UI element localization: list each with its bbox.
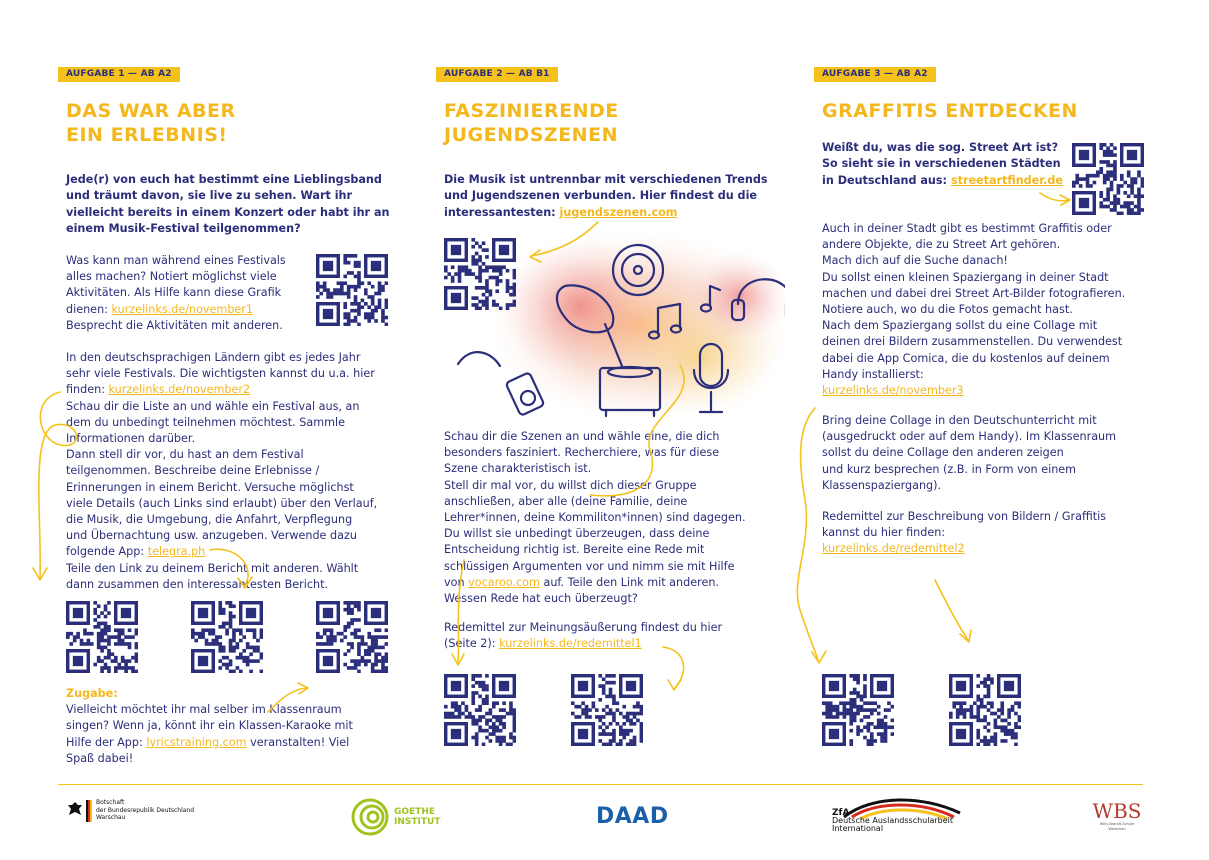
qr-code[interactable] (444, 674, 516, 746)
task-3-intro: Weißt du, was die sog. Street Art ist? So sieht sie in verschiedenen Städten in Deutschland aus: streetartfinder.de (822, 141, 1064, 187)
task-3-tag: AUFGABE 3 — AB A2 (814, 67, 936, 82)
link-november3[interactable]: kurzelinks.de/november3 (822, 384, 964, 398)
eagle-icon (66, 800, 84, 820)
qr-code[interactable] (316, 601, 388, 673)
qr-code[interactable] (1072, 143, 1144, 215)
task-1-paragraph-2: In den deutschsprachigen Ländern gibt es jedes Jahr sehr viele Festivals. Die wichtigsten kannst du u.a. hier finden: kurzelinks.de/november2 Schau dir die Liste an und wähle ein Festival aus, an dem du unbedingt teilnehmen möchtest. Sammle Informationen darüber. Dann stell dir vor, du hast an dem Festival teilgenommen. Beschreibe deine Erlebnisse / Erinnerungen in einem Bericht. Versuche möglichst viele Details (auch Links sind erlaubt) über den Verlauf, die Musik, die Umgebung, die Anfahrt, Verpflegung und Übernachtung usw. anzugeben. Verwende dazu folgende App: telegra.ph Teile den Link zu deinem Bericht mit anderen. Wählt dann zusammen den interessantesten Bericht. (66, 351, 378, 591)
task-3-paragraph-1: Auch in deiner Stadt gibt es bestimmt Graffitis oder andere Objekte, die zu Street Art gehören. Mach dich auf die Suche danach! Du sollst einen kleinen Spaziergang in deiner Stadt machen und dabei drei Street Art-Bilder fotografieren. Notiere auch, wo du die Fotos gemacht hast. Nach dem Spaziergang sollst du eine Collage mit deinen drei Bildern zusammenstellen. Du verwendest dabei die App Comica, die du kostenlos auf deinem Handy installierst: kurzelinks.de/november3 (822, 221, 1152, 399)
footer-divider (58, 784, 1143, 785)
link-november1[interactable]: kurzelinks.de/november1 (111, 302, 254, 316)
task-1-intro: Jede(r) von euch hat bestimmt eine Lieblingsband und träumt davon, sie live zu sehen. Wart ihr vielleicht bereits in einem Konzert oder habt ihr an einem Musik-Festival teilgenommen? (66, 173, 390, 236)
logo-daad: DAAD (596, 804, 669, 829)
task-3-paragraph-3: Redemittel zur Beschreibung von Bildern / Graffitis kannst du hier finden: kurzelinks.de/redemittel2 (822, 509, 1152, 558)
task-3-paragraph-2: Bring deine Collage in den Deutschunterricht mit (ausgedruckt oder auf dem Handy). Im Klassenraum sollst du deine Collage den anderen zeigen und kurz besprechen (z.B. in Form von einem Klassenspaziergang). (822, 414, 1117, 492)
link-streetartfinder[interactable]: streetartfinder.de (950, 173, 1064, 187)
task-1-title: DAS WAR ABER EIN ERLEBNIS! (66, 100, 236, 146)
link-lyricstraining[interactable]: lyricstraining.com (146, 735, 247, 749)
logo-wbs: WBS Willy-Brandt-Schule Warschau (1092, 799, 1142, 831)
link-redemittel1[interactable]: kurzelinks.de/redemittel1 (499, 637, 642, 651)
qr-code[interactable] (822, 674, 894, 746)
link-november2[interactable]: kurzelinks.de/november2 (108, 383, 251, 397)
qr-code[interactable] (316, 254, 388, 326)
task-1-tag: AUFGABE 1 — AB A2 (58, 67, 180, 82)
zugabe-label: Zugabe: (66, 687, 118, 700)
task-1-paragraph-1: Was kann man während eines Festivals alles machen? Notiert möglichst viele Aktivitäten. Als Hilfe kann diese Grafik dienen: kurzelinks.de/november1 Besprecht die Aktivitäten mit anderen. (66, 254, 286, 332)
task-2-paragraph-2: Redemittel zur Meinungsäußerung findest du hier (Seite 2): kurzelinks.de/redemittel1 (444, 621, 723, 651)
task-2-intro: Die Musik ist untrennbar mit verschiedenen Trends und Jugendszenen verbunden. Hier findest du die interessantesten: jugendszenen.com (444, 173, 768, 219)
task-3-title: GRAFFITIS ENTDECKEN (822, 100, 1078, 122)
link-redemittel2[interactable]: kurzelinks.de/redemittel2 (822, 542, 965, 556)
goethe-spiral-icon (350, 797, 390, 837)
qr-code[interactable] (66, 601, 138, 673)
qr-code[interactable] (571, 674, 643, 746)
qr-code[interactable] (191, 601, 263, 673)
task-1-zugabe: Zugabe: Vielleicht möchtet ihr mal selber im Klassenraum singen? Wenn ja, könnt ihr ein Klassen-Karaoke mit Hilfe der App: lyricstraining.com veranstalten! Viel Spaß dabei! (66, 686, 396, 767)
qr-code[interactable] (949, 674, 1021, 746)
link-jugendszenen[interactable]: jugendszenen.com (559, 205, 678, 219)
qr-code[interactable] (444, 238, 516, 310)
link-telegraph[interactable]: telegra.ph (147, 545, 206, 559)
task-2-title: FASZINIERENDE JUGENDSZENEN (444, 100, 619, 146)
link-vocaroo[interactable]: vocaroo.com (468, 575, 540, 589)
task-2-tag: AUFGABE 2 — AB B1 (436, 67, 558, 82)
task-2-paragraph-1: Schau dir die Szenen an und wähle eine, die dich besonders fasziniert. Recherchiere, was für diese Szene charakteristisch ist. Stell dir mal vor, du willst dich dieser Gruppe anschließen, aber alle (deine Familie, deine Lehrer*innen, deine Kommiliton*innen) sind dagegen. Du willst sie unbedingt überzeugen, dass deine Entscheidung richtig ist. Bereite eine Rede mit schlüssigen Argumenten vor und nimm sie mit Hilfe von vocaroo.com auf. Teile den Link mit anderen. Wessen Rede hat euch überzeugt? (444, 430, 746, 606)
